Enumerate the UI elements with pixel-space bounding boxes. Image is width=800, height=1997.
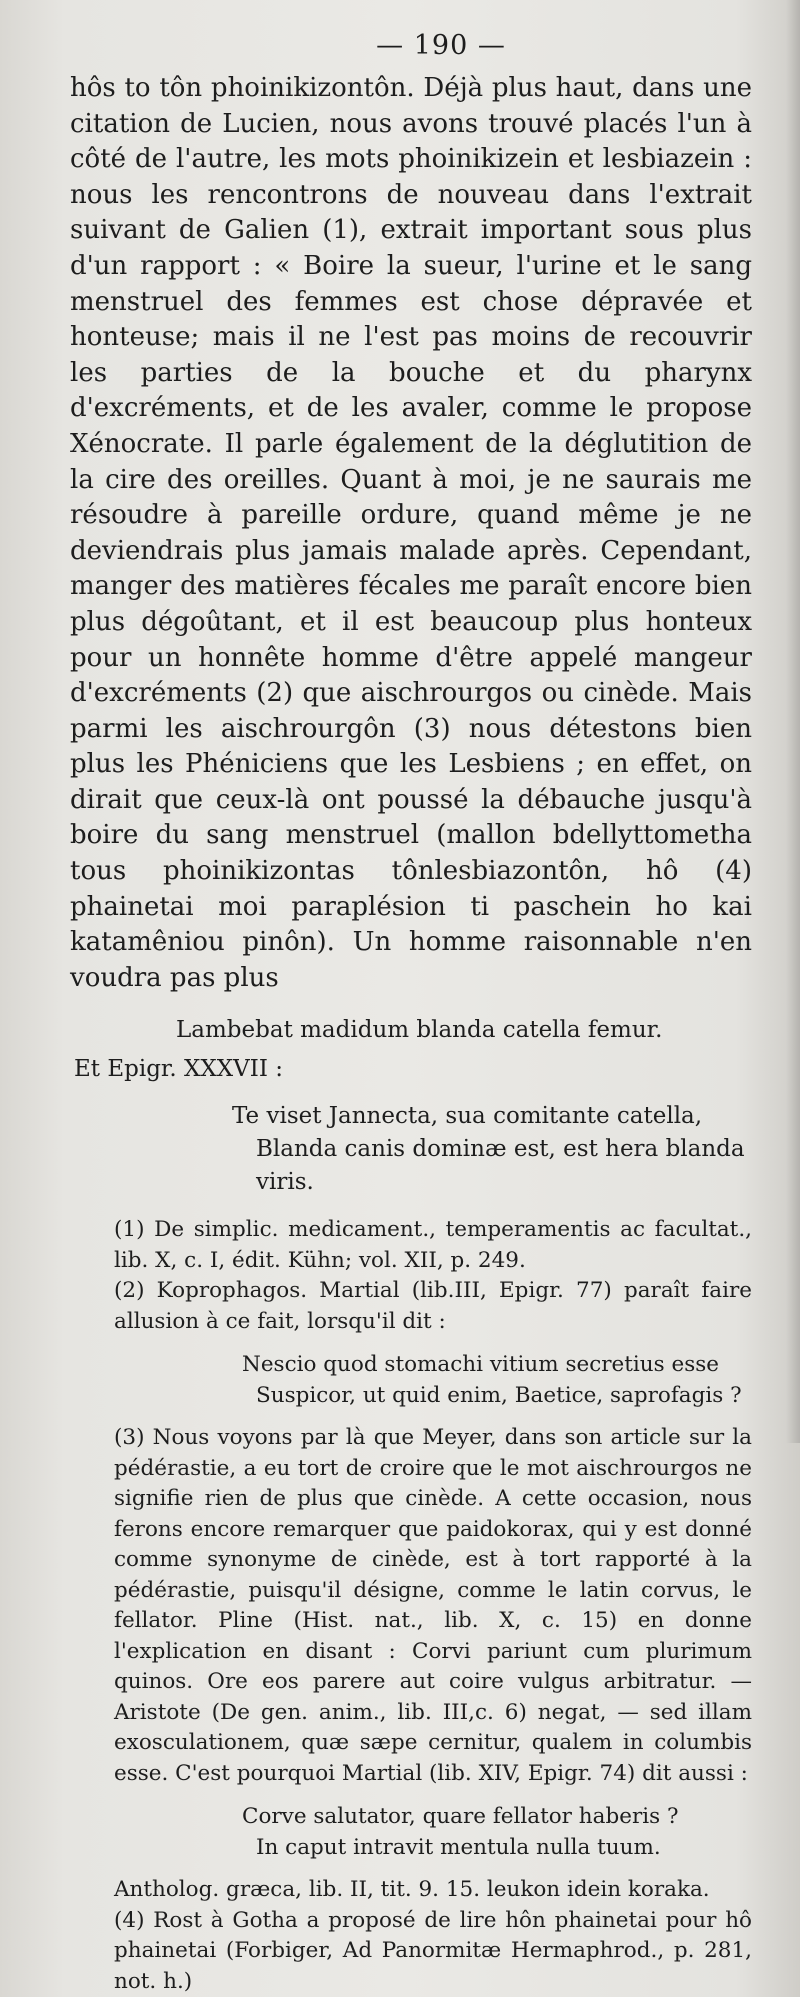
footnote-verse	[70, 1801, 752, 1863]
footnote-1: (1) De simplic. medicament., temperamentis ac facultat., lib. X, c. I, édit. Kühn; vol. XII, p. 249.	[114, 1217, 752, 1273]
footnote-2: (2) Koprophagos. Martial (lib.III, Epigr. 77) paraît faire allusion à ce fait, lorsqu'il dit :	[114, 1278, 752, 1334]
verse-line: Suspicor, ut quid enim, Baetice, saprofagis ?	[256, 1383, 742, 1409]
verse-line: In caput intravit mentula nulla tuum.	[256, 1835, 661, 1861]
footnotes	[70, 1215, 752, 1997]
footnote-verse	[70, 1349, 752, 1411]
scan-shadow	[786, 0, 800, 1443]
footnote-4: (4) Rost à Gotha a proposé de lire hôn phainetai pour hô phainetai (Forbiger, Ad Panormitæ Hermaphrod., p. 281, not. h.)	[114, 1907, 752, 1994]
footnote-3: (3) Nous voyons par là que Meyer, dans son article sur la pédérastie, a eu tort de croire que le mot aischrourgos ne signifie rien de plus que cinède. A cette occasion, nous ferons encore remarquer que paidokorax, qui y est donné comme synonyme de cinède, est à tort rapporté à la pédérastie, puisqu'il désigne, comme le latin corvus, le fellator. Pline (Hist. nat., lib. X, c. 15) en donne l'explication en disant : Corvi pariunt cum plurimum quinos. Ore eos parere aut coire vulgus arbitratur. — Aristote (De gen. anim., lib. III,c. 6) negat, — sed illam exosculationem, quæ sæpe cernitur, qualem in columbis esse. C'est pourquoi Martial (lib. XIV, Epigr. 74) dit aussi :	[114, 1425, 752, 1786]
verse-line: Corve salutator, quare fellator haberis ?	[242, 1804, 679, 1830]
verse-line: Lambebat madidum blanda catella femur.	[176, 1017, 663, 1044]
verse-line: Te viset Jannecta, sua comitante catella,	[232, 1103, 703, 1130]
anthology-reference: Antholog. græca, lib. II, tit. 9. 15. leukon idein koraka.	[114, 1877, 710, 1903]
main-text	[70, 71, 752, 996]
latin-verse-block	[70, 1014, 752, 1199]
verse-line: Nescio quod stomachi vitium secretius esse	[242, 1352, 719, 1378]
page-number: — 190 —	[376, 30, 506, 61]
verse-line: Blanda canis dominæ est, est hera blanda viris.	[256, 1136, 745, 1196]
main-paragraph: hôs to tôn phoinikizontôn. Déjà plus haut, dans une citation de Lucien, nous avons trouvé placés l'un à côté de l'autre, les mots phoinikizein et lesbiazein : nous les rencontrons de nouveau dans l'extrait suivant de Galien (1), extrait important sous plus d'un rapport : « Boire la sueur, l'urine et le sang menstruel des femmes est chose dépravée et honteuse; mais il ne l'est pas moins de recouvrir les parties de la bouche et du pharynx d'excréments, et de les avaler, comme le propose Xénocrate. Il parle également de la déglutition de la cire des oreilles. Quant à moi, je ne saurais me résoudre à pareille ordure, quand même je ne deviendrais plus jamais malade après. Cependant, manger des matières fécales me paraît encore bien plus dégoûtant, et il est beaucoup plus honteux pour un honnête homme d'être appelé mangeur d'excréments (2) que aischrourgos ou cinède. Mais parmi les aischrourgôn (3) nous détestons bien plus les Phéniciens que les Lesbiens ; en effet, on dirait que ceux-là ont poussé la débauche jusqu'à boire du sang menstruel (mallon bdellyttometha tous phoinikizontas tônlesbiazontôn, hô (4) phainetai moi paraplésion ti paschein ho kai katamêniou pinôn). Un homme raisonnable n'en voudra pas plus	[70, 73, 752, 993]
epigram-reference: Et Epigr. XXXVII :	[74, 1056, 283, 1083]
